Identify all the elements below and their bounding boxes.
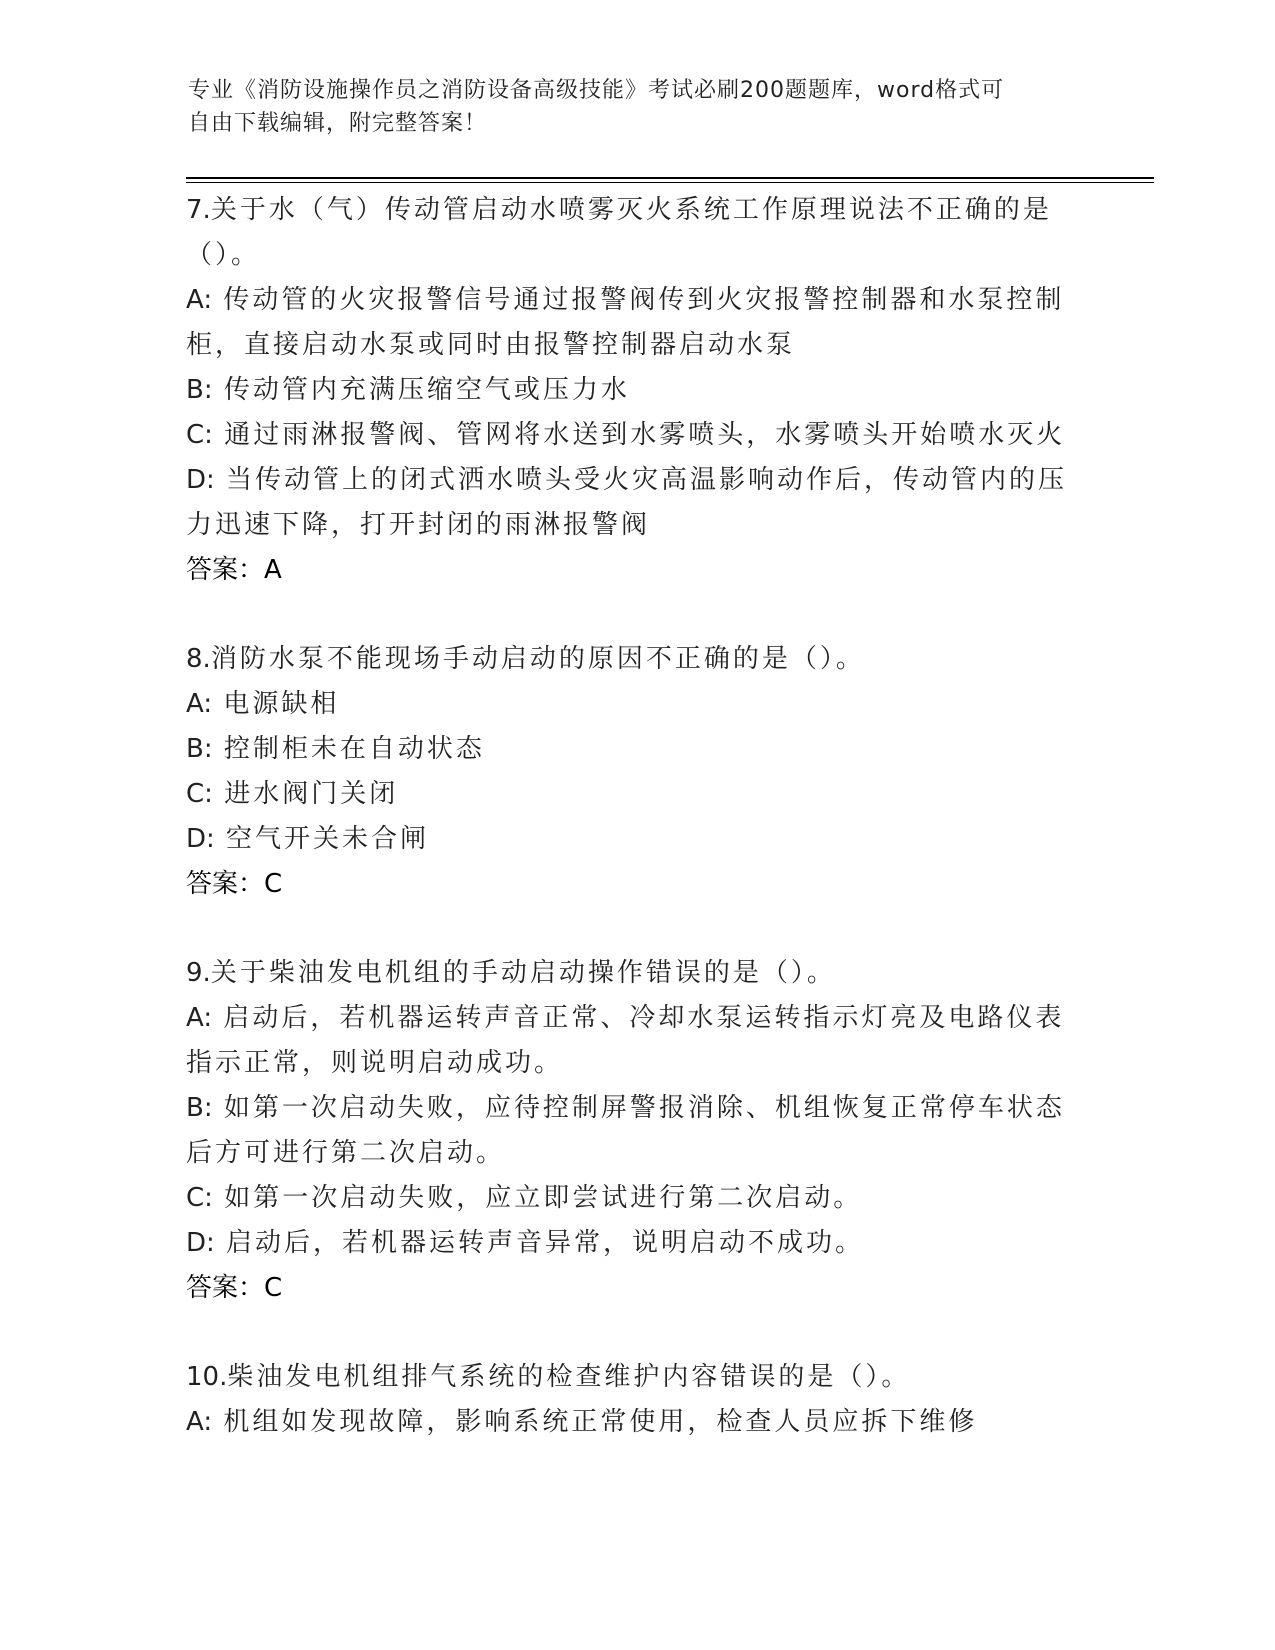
option-letter: D: — [186, 465, 215, 495]
option-text: 控制柜未在自动状态 — [223, 734, 485, 764]
option-text: 进水阀门关闭 — [224, 779, 399, 809]
header-line-1: 专业《消防设施操作员之消防设备高级技能》考试必刷200题题库，word格式可 — [188, 78, 1005, 103]
answer: 答案：A — [186, 555, 282, 585]
question-stem — [186, 637, 1086, 682]
question-9 — [186, 951, 1086, 1311]
answer: 答案：C — [186, 869, 283, 899]
option-letter: A: — [186, 1407, 213, 1437]
question-10 — [186, 1355, 1086, 1445]
option-b — [186, 727, 1086, 772]
option-text: 如第一次启动失败，应待控制屏警报消除、机组恢复正常停车状态后方可进行第二次启动。 — [186, 1093, 1065, 1168]
option-letter: B: — [186, 734, 213, 764]
option-text: 如第一次启动失败，应立即尝试进行第二次启动。 — [224, 1183, 863, 1213]
option-text: 启动后，若机器运转声音正常、冷却水泵运转指示灯亮及电路仪表指示正常，则说明启动成功。 — [186, 1003, 1065, 1078]
option-c — [186, 1176, 1086, 1221]
question-number: 8. — [186, 644, 211, 674]
option-letter: A: — [186, 285, 213, 315]
header-line-2: 自由下载编辑，附完整答案！ — [188, 111, 488, 136]
option-letter: C: — [186, 420, 213, 450]
option-a — [186, 996, 1086, 1086]
question-gap — [186, 593, 1086, 637]
option-d — [186, 458, 1086, 548]
question-8 — [186, 637, 1086, 907]
header-rule-thin — [186, 182, 1154, 183]
option-letter: D: — [186, 824, 215, 854]
question-text: 柴油发电机组排气系统的检查维护内容错误的是（）。 — [227, 1362, 911, 1392]
question-number: 7. — [186, 195, 211, 225]
option-letter: B: — [186, 1093, 213, 1123]
option-text: 空气开关未合闸 — [226, 824, 430, 854]
option-letter: C: — [186, 779, 213, 809]
option-letter: C: — [186, 1183, 213, 1213]
question-7 — [186, 188, 1086, 593]
option-letter: D: — [186, 1228, 215, 1258]
question-stem — [186, 951, 1086, 996]
question-text: 关于柴油发电机组的手动启动操作错误的是（）。 — [210, 958, 836, 988]
answer: 答案：C — [186, 1273, 283, 1303]
option-letter: B: — [186, 375, 213, 405]
option-text: 通过雨淋报警阀、管网将水送到水雾喷头，水雾喷头开始喷水灭火 — [224, 420, 1066, 450]
option-c — [186, 772, 1086, 817]
option-text: 当传动管上的闭式洒水喷头受火灾高温影响动作后，传动管内的压力迅速下降，打开封闭的雨淋报警阀 — [186, 465, 1068, 540]
question-list — [186, 188, 1086, 1445]
question-gap — [186, 1311, 1086, 1355]
option-a — [186, 682, 1086, 727]
question-text: 消防水泵不能现场手动启动的原因不正确的是（）。 — [210, 644, 865, 674]
header-rule-thick — [186, 177, 1154, 179]
option-d — [186, 817, 1086, 862]
question-stem — [186, 188, 1086, 278]
option-letter: A: — [186, 689, 213, 719]
option-d — [186, 1221, 1086, 1266]
question-text: 关于水（气）传动管启动水喷雾灭火系统工作原理说法不正确的是（）。 — [186, 195, 1052, 270]
question-number: 10. — [186, 1362, 228, 1392]
option-a — [186, 1400, 1086, 1445]
option-text: 机组如发现故障，影响系统正常使用，检查人员应拆下维修 — [223, 1407, 978, 1437]
question-stem — [186, 1355, 1086, 1400]
document-header — [188, 74, 1088, 140]
option-a — [186, 278, 1086, 368]
option-text: 启动后，若机器运转声音异常，说明启动不成功。 — [226, 1228, 865, 1258]
option-b — [186, 1086, 1086, 1176]
option-text: 传动管内充满压缩空气或压力水 — [223, 375, 630, 405]
question-number: 9. — [186, 958, 211, 988]
question-gap — [186, 907, 1086, 951]
option-text: 传动管的火灾报警信号通过报警阀传到火灾报警控制器和水泵控制柜，直接启动水泵或同时由报警控制器启动水泵 — [186, 285, 1065, 360]
option-text: 电源缺相 — [223, 689, 340, 719]
option-b — [186, 368, 1086, 413]
option-letter: A: — [186, 1003, 213, 1033]
option-c — [186, 413, 1086, 458]
